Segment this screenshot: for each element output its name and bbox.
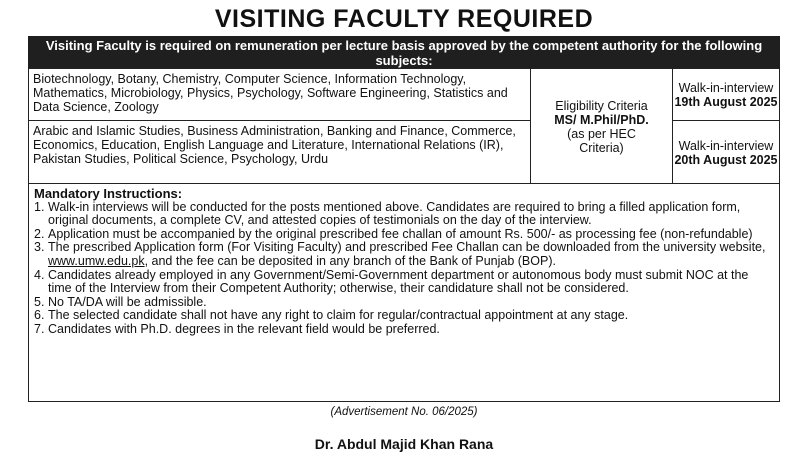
university-website-link[interactable]: www.umw.edu.pk [48, 253, 145, 268]
page-title: VISITING FACULTY REQUIRED [214, 5, 594, 33]
walkin-group-1 [673, 69, 779, 121]
subjects-group-1: Biotechnology, Botany, Chemistry, Computer Science, Information Technology, Mathematics, Microbiology, Physics, Psychology, Software Engineering, Statistics and Data Science, Zoology [29, 69, 531, 121]
list-item: 1. Walk-in interviews will be conducted for the posts mentioned above. Candidates are required to bring a filled application form, original documents, a complete CV, and attested copies of testimonials on the day of the interview. [34, 199, 741, 228]
advertisement-number: (Advertisement No. 06/2025) [330, 406, 478, 418]
instructions-heading: Mandatory Instructions: [34, 186, 183, 201]
subjects-group-2: Arabic and Islamic Studies, Business Administration, Banking and Finance, Commerce, Economics, Education, English Language and Literature, International Relations (IR), Pakistan Studies, Political Science, Psychology, Urdu [29, 121, 531, 183]
signatory-name: Dr. Abdul Majid Khan Rana [314, 436, 494, 452]
walkin-date: 20th August 2025 [674, 153, 778, 167]
eligibility-note-1: (as per HEC [567, 127, 636, 141]
walkin-group-2 [673, 121, 779, 183]
eligibility-label: Eligibility Criteria [555, 99, 648, 113]
subjects-table [28, 68, 780, 184]
list-item: 3. The prescribed Application form (For Visiting Faculty) and prescribed Fee Challan can be downloaded from the university website, www.umw.edu.pk, and the fee can be deposited in any branch of the Bank of Punjab (BOP). [34, 240, 766, 268]
instructions-list [34, 201, 774, 337]
list-item: 4. Candidates already employed in any Government/Semi-Government department or autonomous body must submit NOC at the time of the Interview from their Competent Authority; otherwise, their candidature shall not be considered. [34, 267, 749, 296]
eligibility-criteria [531, 69, 673, 183]
walkin-label: Walk-in-interview [678, 139, 774, 153]
list-item: 7. Candidates with Ph.D. degrees in the relevant field would be preferred. [34, 321, 440, 336]
walkin-label: Walk-in-interview [678, 81, 774, 95]
intro-banner: Visiting Faculty is required on remuneration per lecture basis approved by the competent authority for the following subjects: [28, 36, 780, 68]
mandatory-instructions [28, 184, 780, 402]
list-item: 2. Application must be accompanied by the original prescribed fee challan of amount Rs. 500/- as processing fee (non-refundable) [34, 226, 753, 241]
eligibility-degrees: MS/ M.Phil/PhD. [554, 113, 649, 127]
list-item: 5. No TA/DA will be admissible. [34, 294, 207, 309]
eligibility-note-2: Criteria) [579, 141, 624, 155]
list-item: 6. The selected candidate shall not have any right to claim for regular/contractual appointment at any stage. [34, 308, 629, 323]
walkin-date: 19th August 2025 [674, 95, 778, 109]
